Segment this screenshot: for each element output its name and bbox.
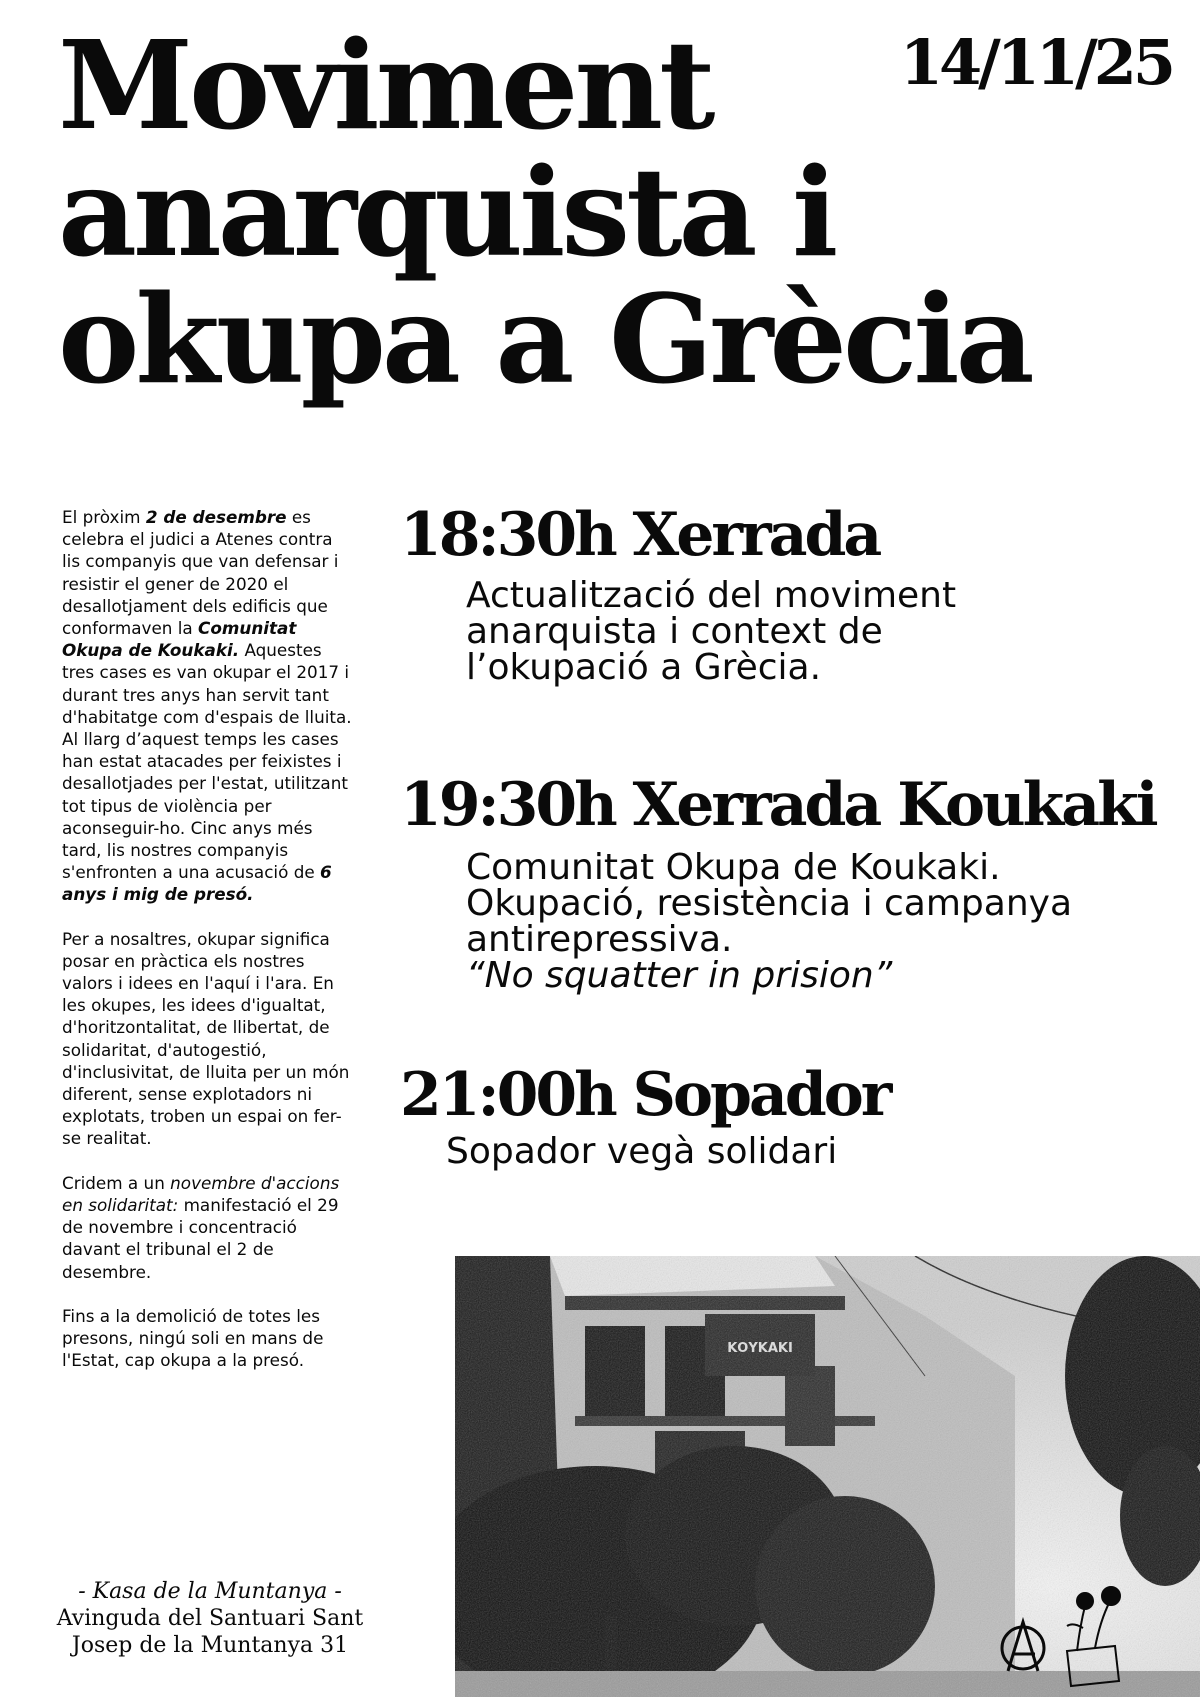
intro-p1-text: El pròxim [62,507,146,527]
intro-p1-community: Comunitat Okupa de Koukaki. [62,618,297,661]
event-2-line-2: Okupació, resistència i campanya [466,883,1073,924]
event-2-line-1: Comunitat Okupa de Koukaki. [466,847,1001,888]
intro-p3-text-2: manifestació el 29 de novembre i concentració davant el tribunal el 2 de desembre. [62,1194,339,1282]
intro-paragraph-3 [62,1172,354,1283]
event-1-description [466,575,1190,688]
event-1-line-1: Actualització del moviment [466,575,957,616]
intro-p1-sentence: 6 anys i mig de presó. [62,862,332,905]
title-line-2: anarquista i [58,140,835,284]
title-line-1: Moviment [58,13,712,157]
venue-block [40,1578,380,1659]
event-2-heading: 19:30h Xerrada Koukaki [400,770,1156,840]
poster-title [58,13,1031,411]
intro-paragraph-2: Per a nosaltres, okupar significa posar en pràctica els nostres valors i idees en l'aquí i l'ara. En les okupes, les idees d'igualtat, d'horitzontalitat, de llibertat, de solidaritat, d'autogestió, d'inclusivitat, de lluita per un món diferent, sense explotadors ni explotats, troben un espai on fer-se realitat. [62,928,350,1149]
event-1-line-3: l’okupació a Grècia. [466,647,822,688]
event-2-quote: “No squatter in prision” [466,955,893,996]
intro-p3-highlight: novembre d'accions en solidaritat: [62,1172,340,1215]
event-3-description [446,1131,1190,1172]
venue-address-line-1: Avinguda del Santuari Sant [56,1606,364,1631]
intro-p1-date: 2 de desembre [145,507,287,527]
event-2 [400,770,1190,994]
intro-text [62,506,354,1393]
event-3-heading: 21:00h Sopador [400,1060,890,1130]
event-1-heading: 18:30h Xerrada [400,500,880,570]
intro-paragraph-1 [62,506,354,906]
intro-paragraph-4: Fins a la demolició de totes les presons, ningú soli en mans de l'Estat, cap okupa a la presó. [62,1305,324,1371]
koukaki-building-photo [455,1256,1200,1697]
venue-address-line-2: Josep de la Muntanya 31 [71,1633,349,1658]
event-2-line-3: antirepressiva. [466,919,733,960]
event-2-description [466,847,1190,996]
venue-name: - Kasa de la Muntanya - [78,1579,342,1604]
event-3-line-1: Sopador vegà solidari [446,1131,838,1172]
intro-p1-text-3: Aquestes tres cases es van okupar el 2017 i durant tres anys han servit tant d'habitatge com d'espais de lluita. Al llarg d’aquest temps les cases han estat atacades per feixistes i desallotjades per l'estat, utilitzant tot tipus de violència per aconseguir-ho. Cinc anys més tard, lis nostres companyis s'enfronten a una acusació de [62,640,352,883]
intro-p1-text-2: es celebra el judici a Atenes contra lis companyis que van defensar i resistir el gener de 2020 el desallotjament dels edificis que conformaven la [62,507,339,639]
title-line-3: okupa a Grècia [58,267,1031,411]
event-1-line-2: anarquista i context de [466,611,883,652]
event-date: 14/11/25 [899,26,1172,99]
event-3 [400,1060,1190,1170]
event-1 [400,500,1190,686]
intro-p3-text: Cridem a un [62,1172,171,1193]
